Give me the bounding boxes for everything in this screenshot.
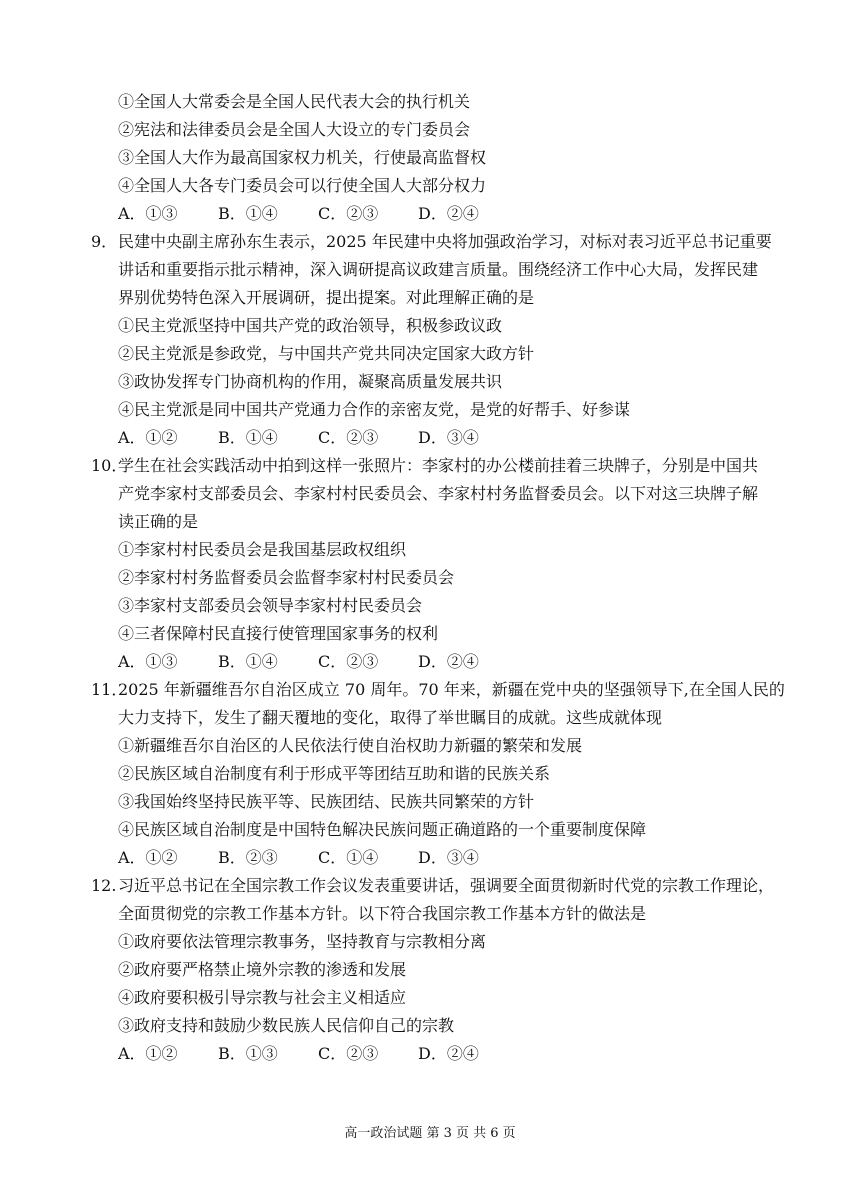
q12-stem-line-1: 习近平总书记在全国宗教工作会议发表重要讲话，强调要全面贯彻新时代党的宗教工作理论， (118, 876, 775, 895)
q10-option-2: ②李家村村务监督委员会监督李家村村民委员会 (118, 568, 455, 587)
q11-number: 11． (91, 680, 128, 699)
q8-option-2: ②宪法和法律委员会是全国人大设立的专门委员会 (118, 120, 471, 139)
q9-choice-b: B．①④ (218, 428, 278, 447)
q11-option-3: ③我国始终坚持民族平等、民族团结、民族共同繁荣的方针 (118, 792, 535, 811)
q9-choice-c: C．②③ (318, 428, 379, 447)
q8-choice-b: B．①④ (218, 204, 278, 223)
q8-option-4: ④全国人大各专门委员会可以行使全国人大部分权力 (118, 176, 487, 195)
q11-option-2: ②民族区域自治制度有利于形成平等团结互助和谐的民族关系 (118, 764, 551, 783)
q10-option-3: ③李家村支部委员会领导李家村村民委员会 (118, 596, 423, 615)
q12-choice-d: D．②④ (418, 1044, 479, 1063)
q8-choice-c: C．②③ (318, 204, 379, 223)
q12-option-1: ①政府要依法管理宗教事务，坚持教育与宗教相分离 (118, 932, 487, 951)
q9-choices (118, 428, 479, 448)
q9-choice-d: D．③④ (418, 428, 479, 447)
q8-choice-d: D．②④ (418, 204, 479, 223)
q11-choice-a: A．①② (118, 848, 178, 867)
q10-stem-line-1: 学生在社会实践活动中拍到这样一张照片：李家村的办公楼前挂着三块牌子，分别是中国共 (118, 456, 759, 475)
q8-choice-a: A．①③ (118, 204, 178, 223)
q10-choice-d: D．②④ (418, 652, 479, 671)
q10-choice-a: A．①③ (118, 652, 178, 671)
q11-choice-c: C．①④ (318, 848, 379, 867)
q12-choice-b: B．①③ (218, 1044, 278, 1063)
q12-choice-a: A．①② (118, 1044, 178, 1063)
q11-stem-line-2: 大力支持下，发生了翻天覆地的变化，取得了举世瞩目的成就。这些成就体现 (118, 708, 663, 727)
q11-choice-d: D．③④ (418, 848, 479, 867)
q9-stem-line-3: 界别优势特色深入开展调研，提出提案。对此理解正确的是 (118, 288, 535, 307)
q10-number: 10． (91, 456, 128, 475)
q10-stem-line-3: 读正确的是 (118, 512, 199, 531)
q8-option-3: ③全国人大作为最高国家权力机关，行使最高监督权 (118, 148, 487, 167)
q12-option-4: ③政府支持和鼓励少数民族人民信仰自己的宗教 (118, 1016, 455, 1035)
q12-choice-c: C．②③ (318, 1044, 379, 1063)
q11-option-1: ①新疆维吾尔自治区的人民依法行使自治权助力新疆的繁荣和发展 (118, 736, 583, 755)
q9-number: 9． (91, 232, 118, 251)
q9-choice-a: A．①② (118, 428, 178, 447)
q10-option-4: ④三者保障村民直接行使管理国家事务的权利 (118, 624, 439, 643)
q11-stem-line-1: 2025 年新疆维吾尔自治区成立 70 周年。70 年来，新疆在党中央的坚强领导下,在全国人民的 (118, 680, 785, 699)
q11-option-4: ④民族区域自治制度是中国特色解决民族问题正确道路的一个重要制度保障 (118, 820, 647, 839)
q9-option-4: ④民主党派是同中国共产党通力合作的亲密友党，是党的好帮手、好参谋 (118, 400, 631, 419)
q10-stem-line-2: 产党李家村支部委员会、李家村村民委员会、李家村村务监督委员会。以下对这三块牌子解 (118, 484, 759, 503)
q10-option-1: ①李家村村民委员会是我国基层政权组织 (118, 540, 407, 559)
q11-choice-b: B．②③ (218, 848, 278, 867)
q12-number: 12. (91, 876, 117, 895)
q9-option-1: ①民主党派坚持中国共产党的政治领导，积极参政议政 (118, 316, 503, 335)
q12-option-3: ④政府要积极引导宗教与社会主义相适应 (118, 988, 407, 1007)
q12-option-2: ②政府要严格禁止境外宗教的渗透和发展 (118, 960, 407, 979)
q10-choices (118, 652, 479, 672)
q12-stem-line-2: 全面贯彻党的宗教工作基本方针。以下符合我国宗教工作基本方针的做法是 (118, 904, 647, 923)
q8-option-1: ①全国人大常委会是全国人民代表大会的执行机关 (118, 92, 471, 111)
q10-choice-b: B．①④ (218, 652, 278, 671)
q8-choices (118, 204, 479, 224)
q9-stem-line-1: 民建中央副主席孙东生表示，2025 年民建中央将加强政治学习，对标对表习近平总书记重要 (118, 232, 772, 251)
q11-choices (118, 848, 479, 868)
q10-choice-c: C．②③ (318, 652, 379, 671)
q9-stem-line-2: 讲话和重要指示批示精神，深入调研提高议政建言质量。围绕经济工作中心大局，发挥民建 (118, 260, 759, 279)
q9-option-2: ②民主党派是参政党，与中国共产党共同决定国家大政方针 (118, 344, 535, 363)
q12-choices (118, 1044, 479, 1064)
page-footer: 高一政治试题 第 3 页 共 6 页 (344, 1126, 516, 1141)
q9-option-3: ③政协发挥专门协商机构的作用，凝聚高质量发展共识 (118, 372, 503, 391)
